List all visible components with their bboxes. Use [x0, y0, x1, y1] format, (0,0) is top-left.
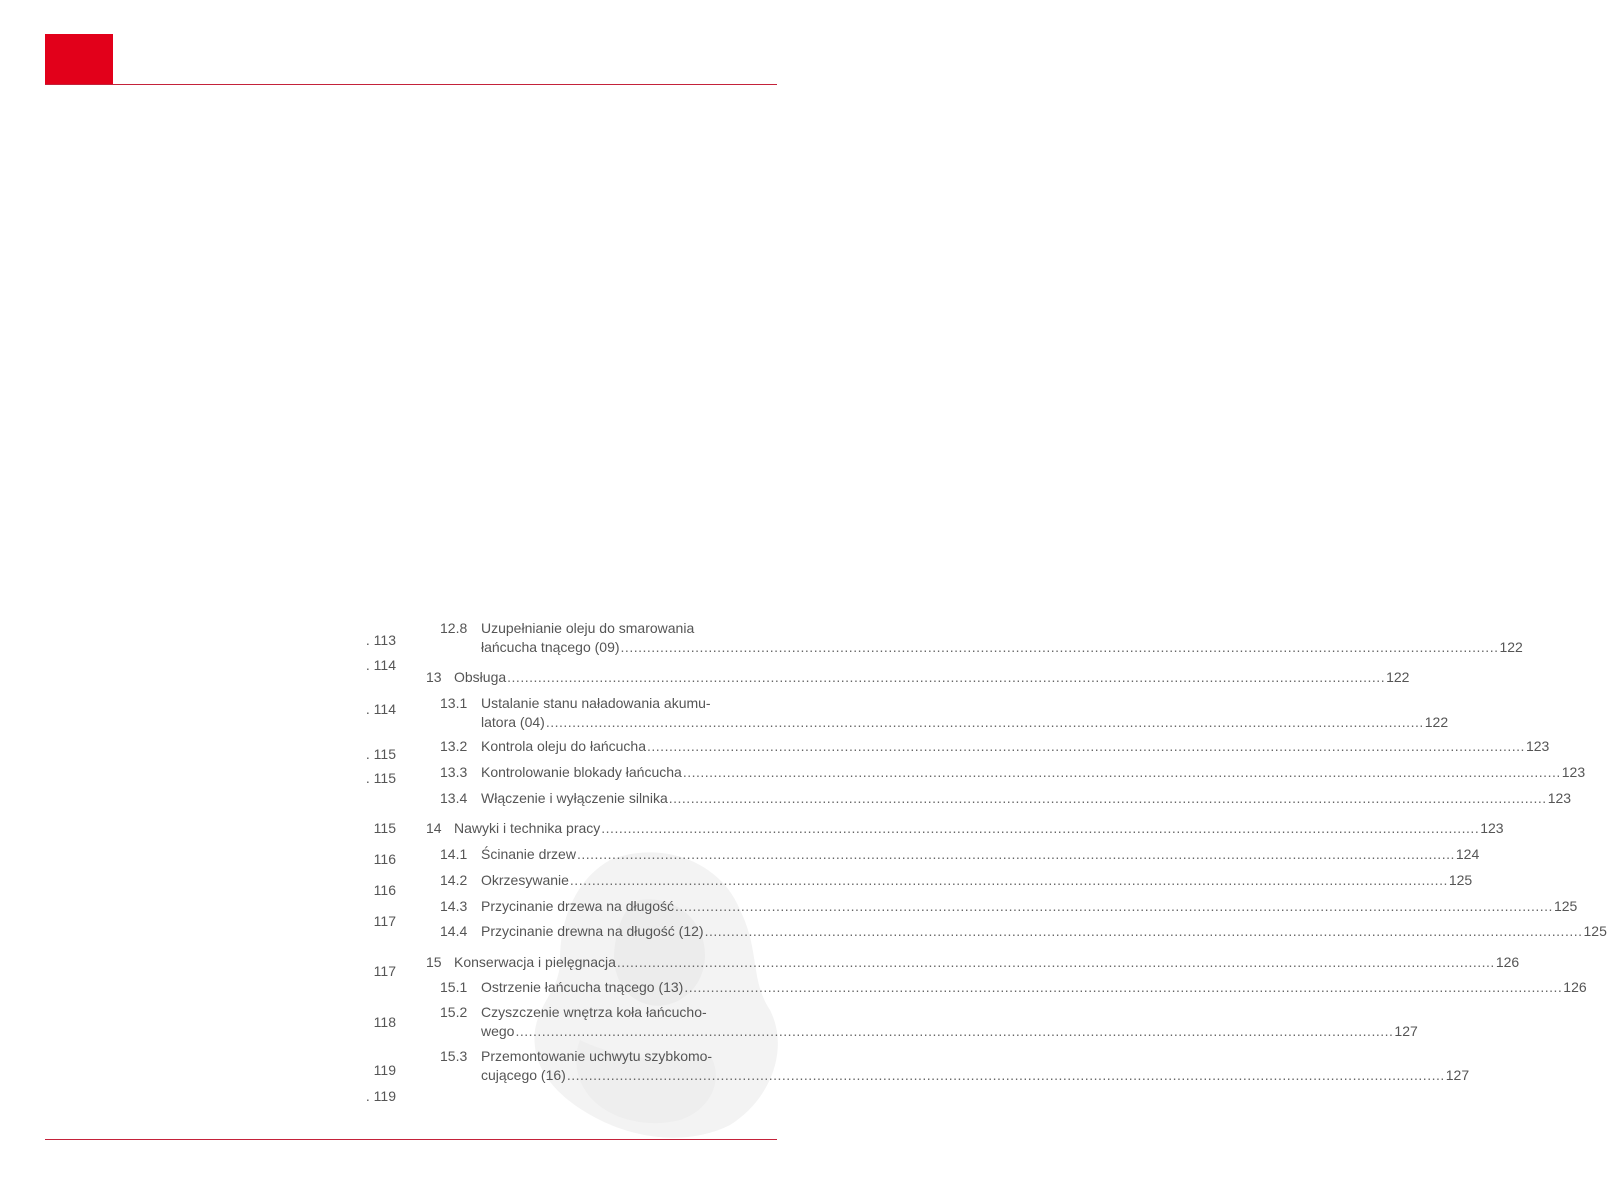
toc-leader-dots: ........................................................................................................................................................................................................	[616, 954, 1495, 970]
toc-number: 13.4	[440, 790, 468, 806]
toc-title: Włączenie i wyłączenie silnika	[481, 790, 668, 806]
toc-chapter-entry[interactable]	[426, 819, 1504, 838]
toc-title: Ścinanie drzew	[481, 846, 576, 862]
toc-page-number: 124	[1455, 846, 1480, 862]
toc-page-number: 123	[1480, 820, 1504, 836]
toc-title: cującego (16)	[481, 1067, 566, 1083]
toc-page-number: 126	[1495, 954, 1520, 970]
left-page-number: 117	[373, 963, 396, 979]
toc-title-line: Czyszczenie wnętrza koła łańcucho-	[481, 1004, 707, 1020]
left-page-number: . 113	[365, 632, 396, 648]
toc-page-number: 125	[1583, 923, 1607, 939]
toc-leader-dots: ........................................................................................................................................................................................................	[545, 714, 1424, 730]
toc-leader-dots: ........................................................................................................................................................................................................	[601, 820, 1480, 836]
toc-number: 14.3	[440, 898, 468, 914]
toc-title: Ostrzenie łańcucha tnącego (13)	[481, 979, 684, 995]
toc-title-line: Ustalanie stanu naładowania akumu-	[481, 695, 711, 711]
toc-section-entry[interactable]	[440, 1047, 1470, 1085]
toc-section-entry[interactable]	[440, 737, 1550, 756]
left-page-number: . 119	[365, 1088, 396, 1104]
toc-leader-dots: ........................................................................................................................................................................................................	[684, 979, 1563, 995]
toc-page-number: 122	[1499, 639, 1523, 655]
toc-leader-dots: ........................................................................................................................................................................................................	[704, 923, 1583, 939]
left-page-number: 117	[373, 913, 396, 929]
toc-title-line: Przemontowanie uchwytu szybkomo-	[481, 1048, 713, 1064]
left-page-number: 115	[373, 820, 396, 836]
left-page-number: 118	[373, 1014, 396, 1030]
toc-section-entry[interactable]	[440, 897, 1578, 916]
toc-section-entry[interactable]	[440, 1003, 1418, 1041]
toc-title: Przycinanie drewna na długość (12)	[481, 923, 704, 939]
toc-leader-dots: ........................................................................................................................................................................................................	[569, 872, 1448, 888]
toc-number: 12.8	[440, 620, 468, 636]
toc-number: 14.1	[440, 846, 468, 862]
toc-page-number: 127	[1445, 1067, 1470, 1083]
toc-leader-dots: ........................................................................................................................................................................................................	[515, 1023, 1394, 1039]
toc-page-number: 125	[1448, 872, 1473, 888]
toc-section-entry[interactable]	[440, 694, 1449, 732]
toc-leader-dots: ........................................................................................................................................................................................................	[576, 846, 1455, 862]
toc-page-number: 123	[1525, 738, 1550, 754]
toc-page-number: 122	[1386, 669, 1410, 685]
toc-title: Przycinanie drzewa na długość	[481, 898, 674, 914]
toc-page-number: 122	[1424, 714, 1449, 730]
left-page-number: . 114	[365, 657, 396, 673]
left-page-number: 119	[373, 1062, 396, 1078]
left-page-number: . 115	[365, 746, 396, 762]
toc-page-number: 123	[1561, 764, 1586, 780]
toc-section-entry[interactable]	[440, 789, 1572, 808]
toc-number: 13.2	[440, 738, 468, 754]
toc-section-entry[interactable]	[440, 978, 1587, 997]
toc-number: 14.4	[440, 923, 468, 939]
toc-section-entry[interactable]	[440, 763, 1586, 782]
toc-page-number: 127	[1394, 1023, 1418, 1039]
toc-leader-dots: ........................................................................................................................................................................................................	[507, 669, 1386, 685]
toc-leader-dots: ........................................................................................................................................................................................................	[675, 898, 1553, 914]
toc-number: 14	[426, 820, 442, 836]
toc-title: latora (04)	[481, 714, 545, 730]
toc-page-number: 125	[1553, 898, 1578, 914]
toc-leader-dots: ........................................................................................................................................................................................................	[620, 639, 1499, 655]
toc-number: 13	[426, 669, 442, 685]
toc-leader-dots: ........................................................................................................................................................................................................	[668, 790, 1547, 806]
toc-section-entry[interactable]	[440, 922, 1607, 941]
toc-number: 13.1	[440, 695, 468, 711]
toc-title: łańcucha tnącego (09)	[481, 639, 620, 655]
toc-title: Okrzesywanie	[481, 872, 569, 888]
toc-page-number: 126	[1563, 979, 1587, 995]
toc-section-entry[interactable]	[440, 845, 1480, 864]
toc-title: Obsługa	[454, 669, 507, 685]
toc-title-line: Uzupełnianie oleju do smarowania	[481, 620, 695, 636]
toc-number: 15	[426, 954, 442, 970]
left-page-number: 116	[373, 882, 396, 898]
toc-leader-dots: ........................................................................................................................................................................................................	[566, 1067, 1445, 1083]
toc-number: 13.3	[440, 764, 468, 780]
toc-chapter-entry[interactable]	[426, 668, 1410, 687]
left-page-number: . 114	[365, 701, 396, 717]
toc-title: Nawyki i technika pracy	[454, 820, 601, 836]
toc-leader-dots: ........................................................................................................................................................................................................	[682, 764, 1561, 780]
toc-title: wego	[481, 1023, 515, 1039]
toc-title: Konserwacja i pielęgnacja	[454, 954, 616, 970]
toc-number: 15.3	[440, 1048, 468, 1064]
toc-section-entry[interactable]	[440, 871, 1473, 890]
toc-number: 15.1	[440, 979, 468, 995]
toc-number: 14.2	[440, 872, 468, 888]
toc-title: Kontrolowanie blokady łańcucha	[481, 764, 682, 780]
toc-page-number: 123	[1547, 790, 1572, 806]
left-page-number: . 115	[365, 770, 396, 786]
toc-number: 15.2	[440, 1004, 468, 1020]
toc-section-entry[interactable]	[440, 619, 1523, 657]
left-page-number: 116	[373, 851, 396, 867]
toc-leader-dots: ........................................................................................................................................................................................................	[647, 738, 1525, 754]
footer-rule	[45, 1139, 777, 1140]
toc-chapter-entry[interactable]	[426, 953, 1520, 972]
toc-title: Kontrola oleju do łańcucha	[481, 738, 647, 754]
